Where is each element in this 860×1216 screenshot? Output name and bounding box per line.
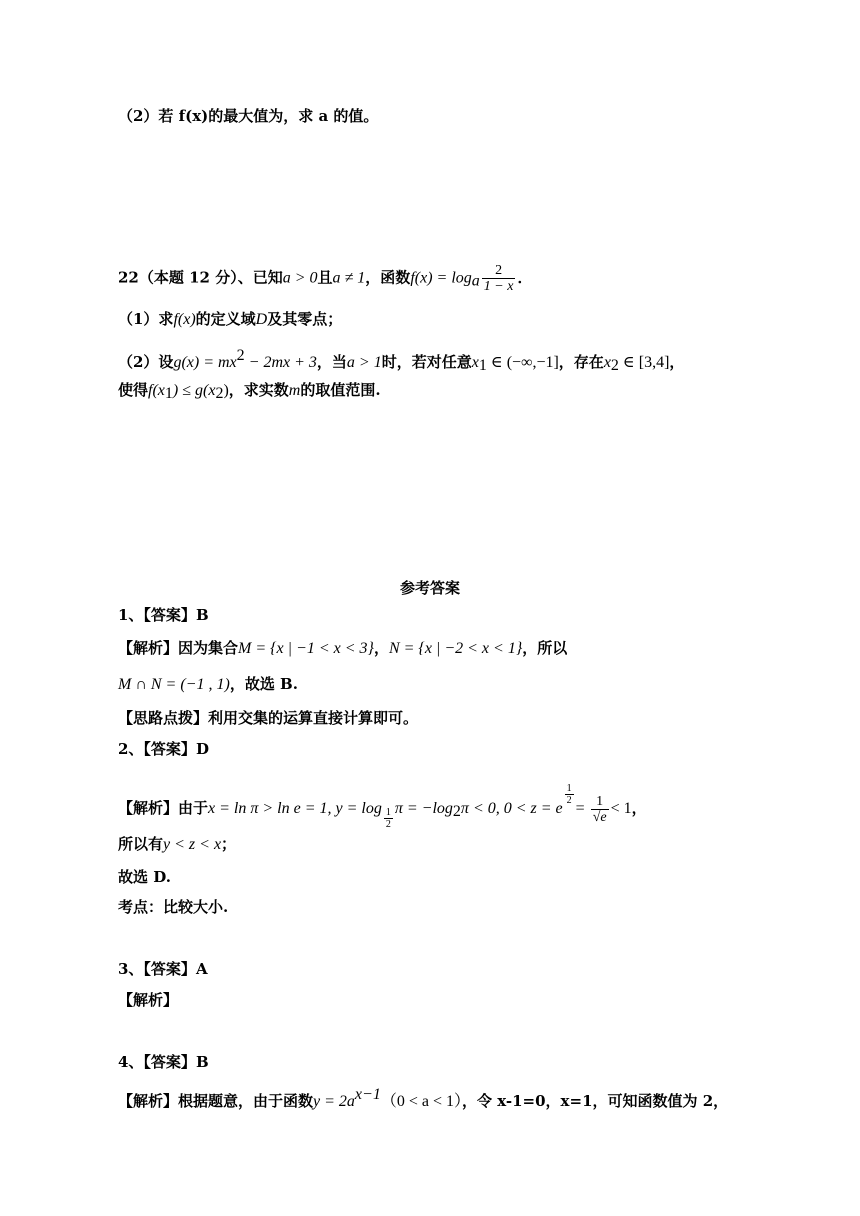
a1-result — [118, 674, 298, 695]
q22-p2-x2-sub: 2 — [610, 357, 619, 374]
a3-analysis: 【解析】 — [118, 991, 179, 1009]
q22-and: 且 — [317, 268, 333, 287]
q22-p1-f: f(x) — [173, 311, 196, 328]
q22-p3-mid: ) ≤ g(x — [172, 382, 216, 399]
a4-jx: 【解析】根据题意，由于函数 — [118, 1092, 314, 1110]
q22-part2 — [118, 346, 684, 376]
a4-func: y = 2a — [313, 1093, 355, 1110]
a2-analysis — [118, 783, 647, 830]
q22-p3-b: ，求实数 — [228, 381, 289, 399]
q22-func-lhs: f(x) = log — [410, 269, 472, 287]
q22-p3-a: 使得 — [118, 381, 149, 399]
a3-head: 3、【答案】A — [118, 960, 208, 978]
q22-p1-a: （1）求 — [118, 310, 174, 328]
q22-p3-end: ) — [223, 382, 229, 399]
a2-expr5: < 1 — [610, 800, 632, 817]
q22-p2-x1: x — [471, 354, 479, 371]
q22-end: ． — [517, 268, 533, 287]
a2-semi: ； — [221, 835, 237, 853]
a2-expr2-sub: 2 — [452, 803, 461, 820]
a1-intersection: M ∩ N = (−1 , 1) — [118, 676, 230, 693]
q22-p2-x2: x — [603, 354, 611, 371]
q22-p2-e: ， — [669, 353, 685, 371]
a2-fraction — [591, 794, 609, 825]
a2-log-base — [384, 807, 393, 830]
a1-tip: 【思路点拨】利用交集的运算直接计算即可。 — [118, 709, 419, 727]
a1-set-m: M = {x | −1 < x < 3} — [238, 640, 374, 657]
a2-expr3: π < 0, 0 < z = e — [460, 800, 563, 817]
q21-part2 — [118, 106, 378, 126]
a1-jx: 【解析】因为集合 — [118, 639, 239, 657]
a1-set-n: N = {x | −2 < x < 1} — [388, 640, 523, 657]
a4-head: 4、【答案】B — [118, 1053, 209, 1071]
q22-cond-a-pos: a > 0 — [282, 269, 318, 287]
q22-fraction — [482, 263, 516, 294]
q22-p3-s1: 1 — [164, 385, 173, 402]
q22-heading: 22（本题 12 分）、已知 — [118, 268, 283, 287]
q22-func-base: a — [471, 272, 480, 290]
a1-choose: ，故选 B. — [229, 675, 298, 693]
q22-p2-x1-sub: 1 — [478, 357, 487, 374]
a4-cond: （0 < a < 1） — [380, 1093, 462, 1110]
q22-p1-b: 的定义域 — [195, 310, 256, 328]
a2-base-den: 2 — [385, 819, 391, 830]
a2-exponent — [565, 783, 574, 806]
a1-so: ，所以 — [522, 639, 568, 657]
q22-p2-g2: − 2mx + 3 — [244, 354, 317, 371]
a1-head: 1、【答案】B — [118, 606, 209, 624]
a2-frac-den: √e — [592, 809, 607, 825]
a2-expr2: π = −log — [394, 800, 453, 817]
q22-p1-d: D — [255, 311, 268, 328]
q22-p2-x1-set: ∈ (−∞,−1] — [486, 354, 559, 371]
a4-exp: x−1 — [354, 1086, 381, 1103]
a1-comma: ， — [373, 639, 389, 657]
a2-jx: 【解析】由于 — [118, 799, 209, 817]
a4-rest: ，令 x-1=0，x=1，可知函数值为 2， — [461, 1092, 729, 1110]
q22-p2-c: 时，若对任意 — [381, 353, 472, 371]
a2-base-num: 1 — [385, 807, 391, 818]
q22-p3-c: 的取值范围. — [300, 381, 381, 399]
q22-p3-ineq: f(x — [148, 382, 165, 399]
q22-p2-a: （2）设 — [118, 353, 174, 371]
q22-p3-s2: 2 — [215, 385, 224, 402]
a2-exp-num: 1 — [566, 783, 572, 794]
q22-part1 — [118, 309, 342, 330]
a2-exp-den: 2 — [566, 795, 572, 806]
a2-expr-end: ， — [631, 799, 647, 817]
q22-frac-num: 2 — [495, 263, 503, 278]
q22-p2-b: ，当 — [316, 353, 347, 371]
a2-head: 2、【答案】D — [118, 740, 209, 758]
a2-so: 所以有 — [118, 835, 164, 853]
a2-choose: 故选 D. — [118, 868, 171, 886]
a2-order-expr: y < z < x — [163, 836, 222, 853]
q22-p2-d: ，存在 — [558, 353, 604, 371]
q21-part2-text: （2）若 f(x)的最大值为，求 a 的值。 — [118, 107, 379, 125]
a2-order — [118, 834, 236, 855]
q22-p1-c: 及其零点； — [267, 310, 343, 328]
q22-cond-a-ne1: a ≠ 1 — [332, 269, 366, 287]
q22-p3-m: m — [288, 382, 301, 399]
q22-p2-cond: a > 1 — [346, 354, 382, 371]
a2-frac-num: 1 — [596, 793, 604, 809]
q22-stem — [118, 263, 532, 294]
a1-analysis — [118, 638, 567, 659]
q22-part2-cont — [118, 380, 381, 404]
q22-p2-x2-set: ∈ [3,4] — [618, 354, 670, 371]
a2-kd: 考点：比较大小. — [118, 898, 229, 916]
q22-frac-den: 1 − x — [483, 279, 514, 294]
answers-title: 参考答案 — [399, 579, 460, 597]
q22-p2-g: g(x) = mx — [173, 354, 237, 371]
a2-expr1: x = ln π > ln e = 1, y = log — [208, 800, 382, 817]
a2-expr4: = — [575, 800, 589, 817]
q22-func-text: ，函数 — [365, 268, 411, 287]
q22-p2-sq: 2 — [236, 347, 245, 364]
a4-analysis — [118, 1085, 728, 1112]
